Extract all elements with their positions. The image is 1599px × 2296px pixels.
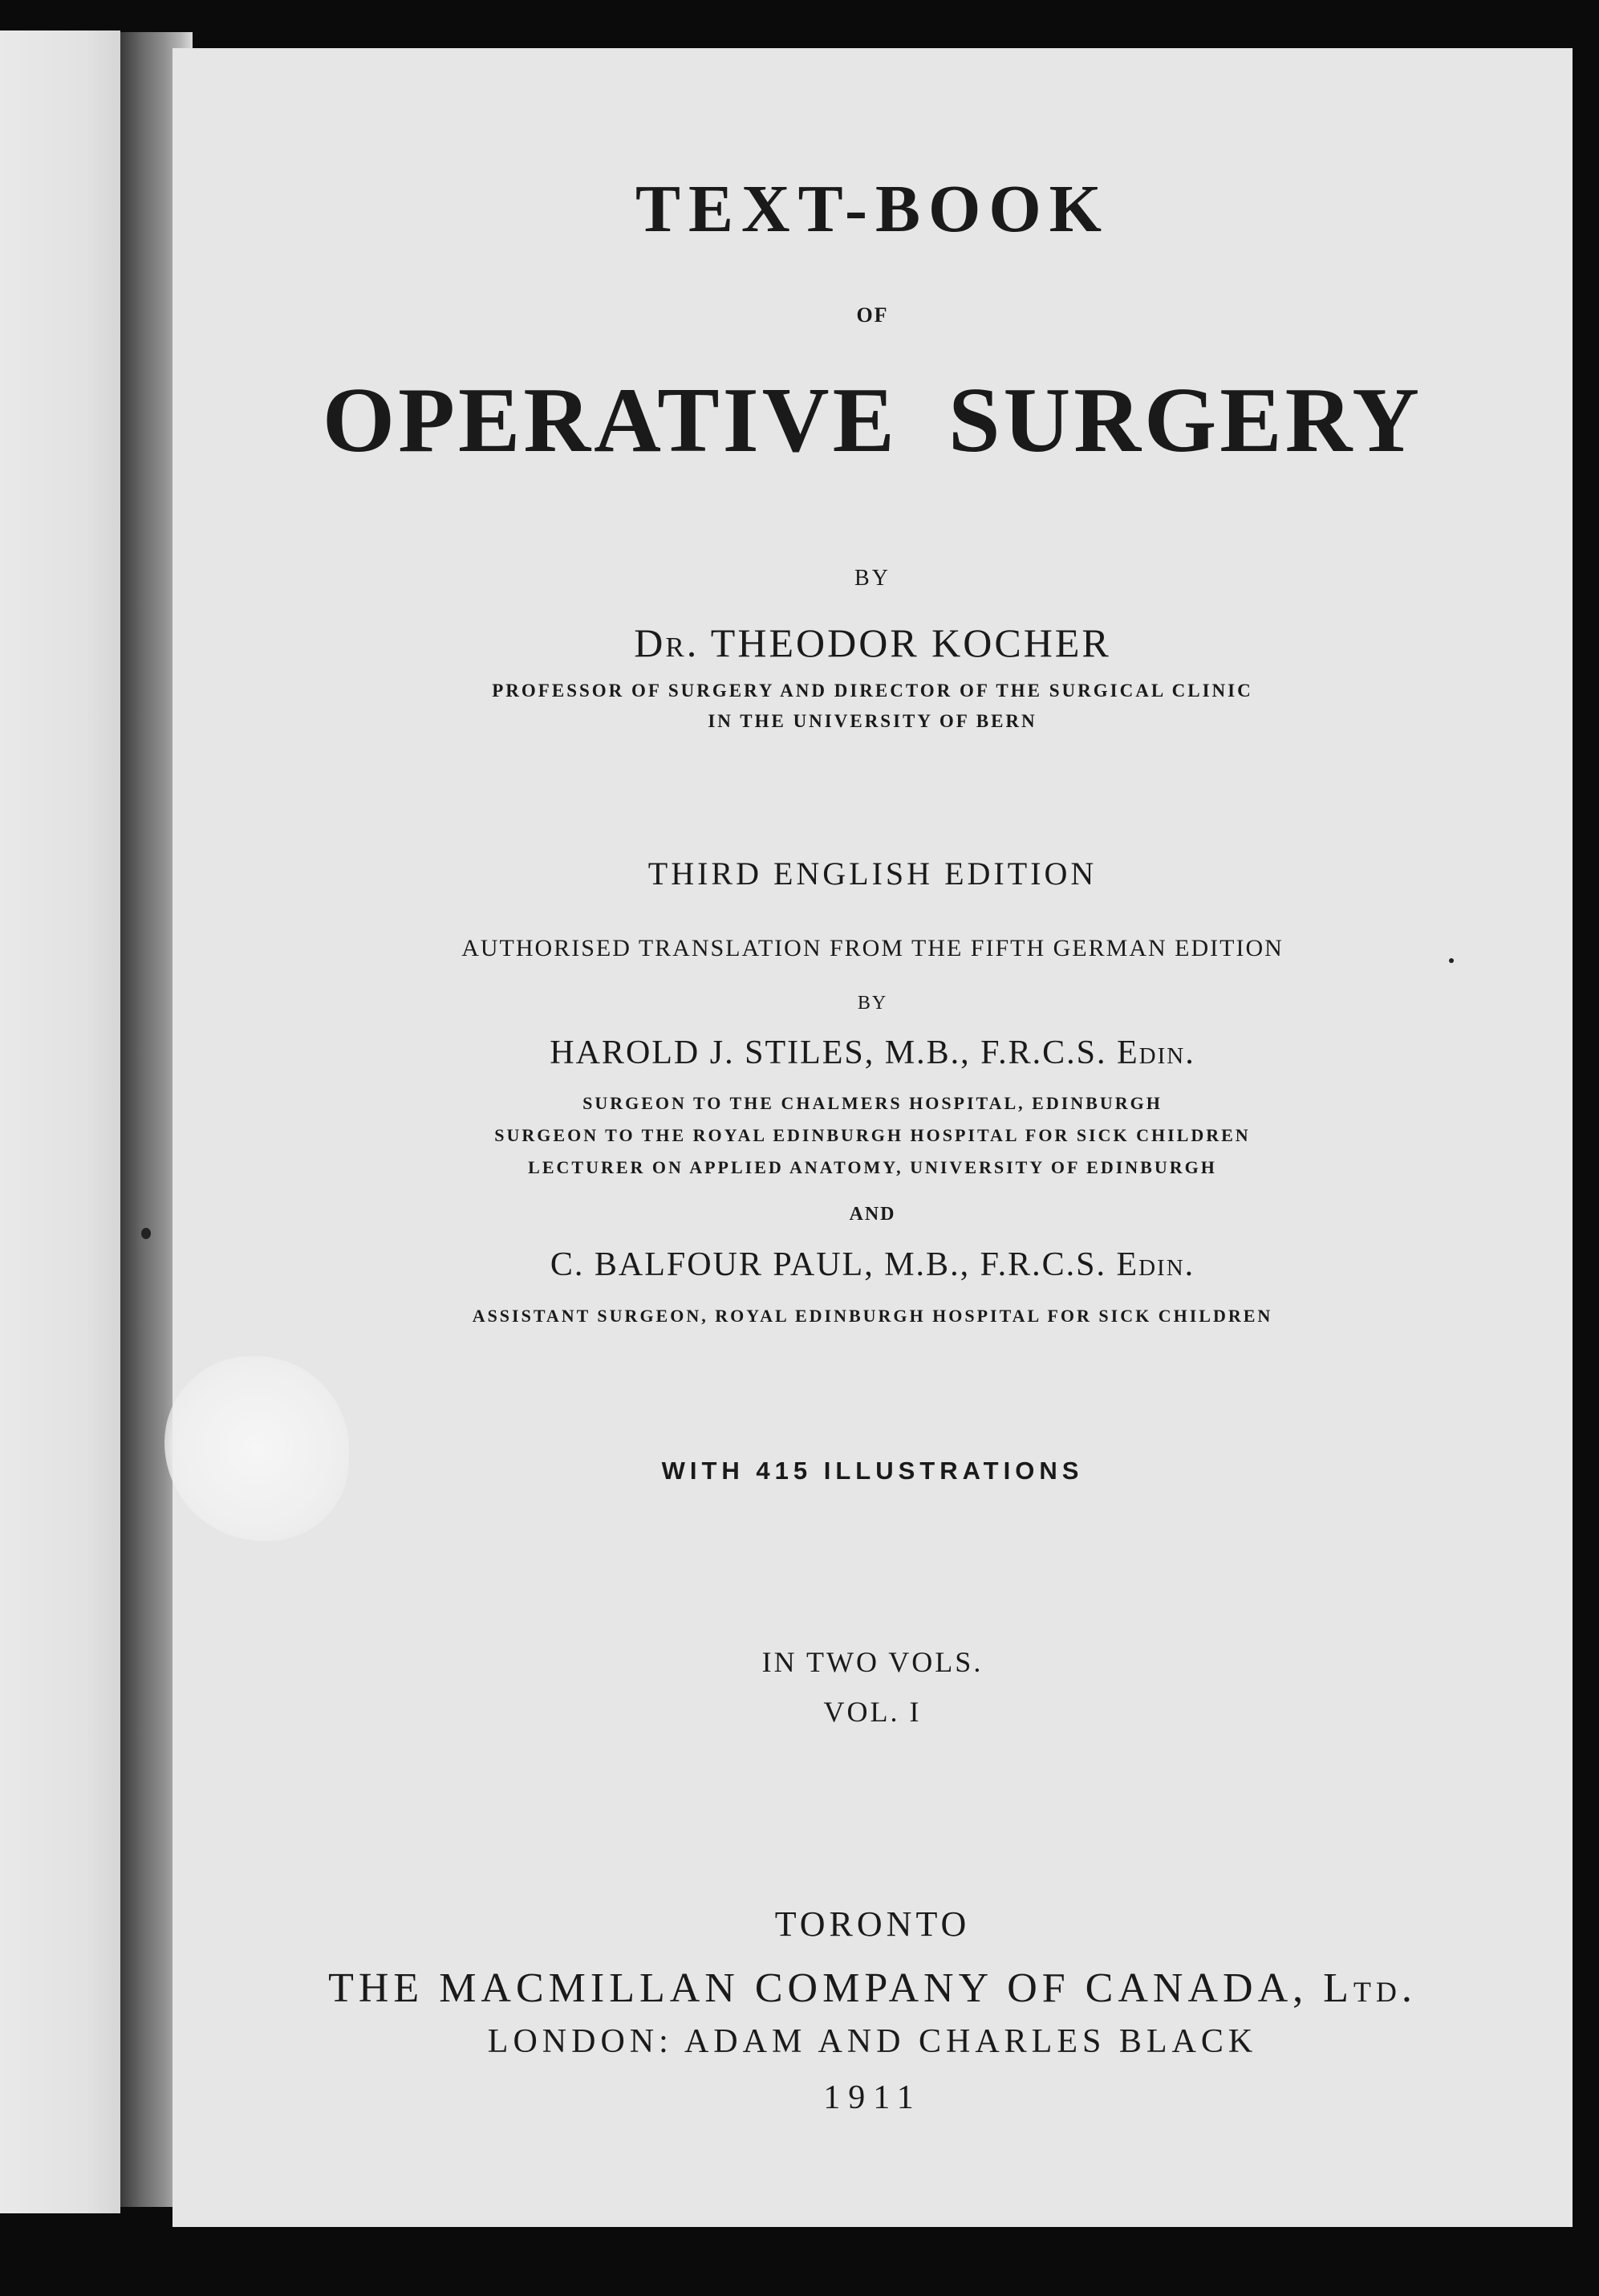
author-affiliation-1: PROFESSOR OF SURGERY AND DIRECTOR OF THE SURGICAL CLINIC	[492, 681, 1253, 701]
co-publisher-name: LONDON: ADAM AND CHARLES BLACK	[487, 2023, 1258, 2060]
publisher-city: TORONTO	[774, 1904, 971, 1944]
translator-1-position: SURGEON TO THE CHALMERS HOSPITAL, EDINBURGH	[582, 1093, 1163, 1113]
and-label: AND	[849, 1204, 896, 1225]
author-name: Dr. THEODOR KOCHER	[634, 620, 1111, 665]
by-label: BY	[854, 566, 891, 591]
volumes-note: IN TWO VOLS.	[761, 1646, 984, 1678]
translator-2-position: ASSISTANT SURGEON, ROYAL EDINBURGH HOSPITAL FOR SICK CHILDREN	[472, 1306, 1273, 1326]
main-title: OPERATIVE SURGERY	[322, 369, 1423, 472]
author-affiliation-2: IN THE UNIVERSITY OF BERN	[708, 711, 1037, 731]
translators-by-label: BY	[857, 993, 888, 1014]
book-title: TEXT-BOOK	[635, 172, 1110, 246]
facing-page-edge	[0, 30, 120, 2213]
publisher-name: THE MACMILLAN COMPANY OF CANADA, Ltd.	[328, 1965, 1417, 2011]
translator-1-position: LECTURER ON APPLIED ANATOMY, UNIVERSITY OF EDINBURGH	[528, 1157, 1217, 1177]
illustrations-note: WITH 415 ILLUSTRATIONS	[661, 1457, 1084, 1485]
edition: THIRD ENGLISH EDITION	[647, 855, 1098, 892]
translator-2-name: C. BALFOUR PAUL, M.B., F.R.C.S. Edin.	[550, 1246, 1195, 1283]
translation-note: AUTHORISED TRANSLATION FROM THE FIFTH GERMAN EDITION	[461, 935, 1284, 961]
translator-1-name: HAROLD J. STILES, M.B., F.R.C.S. Edin.	[550, 1034, 1195, 1071]
binding-mark	[141, 1228, 151, 1239]
publication-year: 1911	[823, 2079, 922, 2116]
translator-1-position: SURGEON TO THE ROYAL EDINBURGH HOSPITAL FOR SICK CHILDREN	[494, 1125, 1251, 1145]
title-of: OF	[856, 303, 889, 327]
volume-number: VOL. I	[823, 1696, 922, 1728]
